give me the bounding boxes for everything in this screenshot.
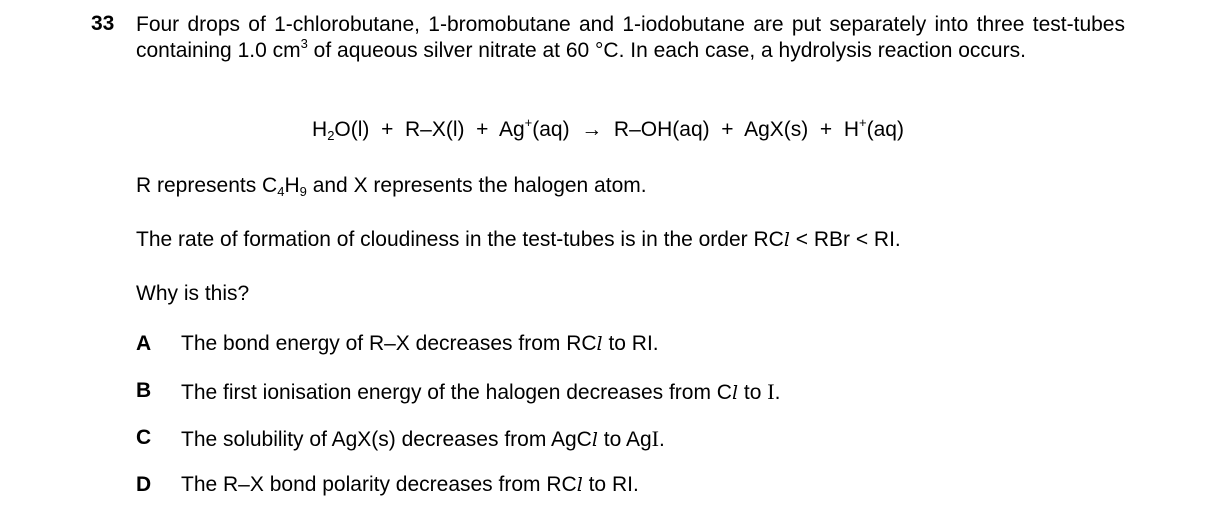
- option-c-text-3: .: [658, 428, 665, 451]
- option-c-text-2: to Ag: [597, 428, 652, 451]
- r-definition-line: [136, 174, 647, 198]
- equation-ag-charge: +: [524, 115, 533, 130]
- option-a-ell: l: [596, 333, 603, 355]
- question-number: 33: [91, 12, 115, 35]
- reaction-equation: [0, 115, 1216, 143]
- option-a-text-1: The bond energy of R–X decreases from RC: [181, 332, 597, 355]
- r-line-sub-2: 9: [299, 184, 307, 199]
- equation-h-charge: +: [859, 115, 867, 130]
- option-b-text[interactable]: [181, 379, 780, 405]
- r-line-text-3: and X represents the halogen atom.: [306, 174, 647, 197]
- stem-unit-superscript: 3: [300, 36, 308, 51]
- equation-h: H: [312, 118, 328, 141]
- r-line-sub-1: 4: [277, 184, 285, 199]
- option-c-text[interactable]: [181, 426, 665, 452]
- option-a-text[interactable]: [181, 332, 659, 356]
- rate-order-line: [136, 228, 901, 252]
- r-line-text-2: H: [284, 174, 300, 197]
- equation-part-2: (aq) → R–OH(aq) + AgX(s) + H: [532, 118, 860, 141]
- option-d-text[interactable]: [181, 473, 639, 497]
- option-c-text-1: The solubility of AgX(s) decreases from AgC: [181, 428, 592, 451]
- option-a-text-2: to RI.: [602, 332, 659, 355]
- rate-line-ell: l: [783, 229, 790, 251]
- option-b-text-1: The first ionisation energy of the halogen decreases from C: [181, 381, 732, 404]
- question-stem: [136, 12, 1125, 64]
- option-b-text-3: .: [774, 381, 781, 404]
- option-c-letter[interactable]: C: [136, 426, 152, 449]
- option-d-text-2: to RI.: [582, 473, 639, 496]
- option-c-ell: l: [591, 429, 598, 451]
- equation-h-subscript: 2: [327, 128, 335, 143]
- rate-line-text-1: The rate of formation of cloudiness in the test-tubes is in the order RC: [136, 228, 784, 251]
- option-a-letter[interactable]: A: [136, 332, 152, 355]
- option-d-letter[interactable]: D: [136, 473, 152, 496]
- option-d-text-1: The R–X bond polarity decreases from RC: [181, 473, 577, 496]
- option-b-ell: l: [731, 382, 739, 404]
- stem-text-2: of aqueous silver nitrate at 60 °C. In each case, a hydrolysis reaction occurs.: [307, 39, 1026, 62]
- option-b-text-2: to: [738, 381, 768, 404]
- equation-part-1: O(l) + R–X(l) + Ag: [334, 118, 525, 141]
- stem-text-1: Four drops of 1-chlorobutane, 1-bromobutane and 1-iodobutane are put separately into three test-tubes containing 1.0 cm: [136, 13, 1125, 62]
- why-question: Why is this?: [136, 282, 250, 305]
- r-line-text-1: R represents C: [136, 174, 278, 197]
- option-b-letter[interactable]: B: [136, 379, 152, 402]
- rate-line-text-2: < RBr < RI.: [789, 228, 901, 251]
- option-c-serif-i: I: [651, 426, 659, 451]
- equation-part-3: (aq): [866, 118, 904, 141]
- option-d-ell: l: [576, 474, 583, 496]
- option-b-serif-i: I: [767, 379, 775, 404]
